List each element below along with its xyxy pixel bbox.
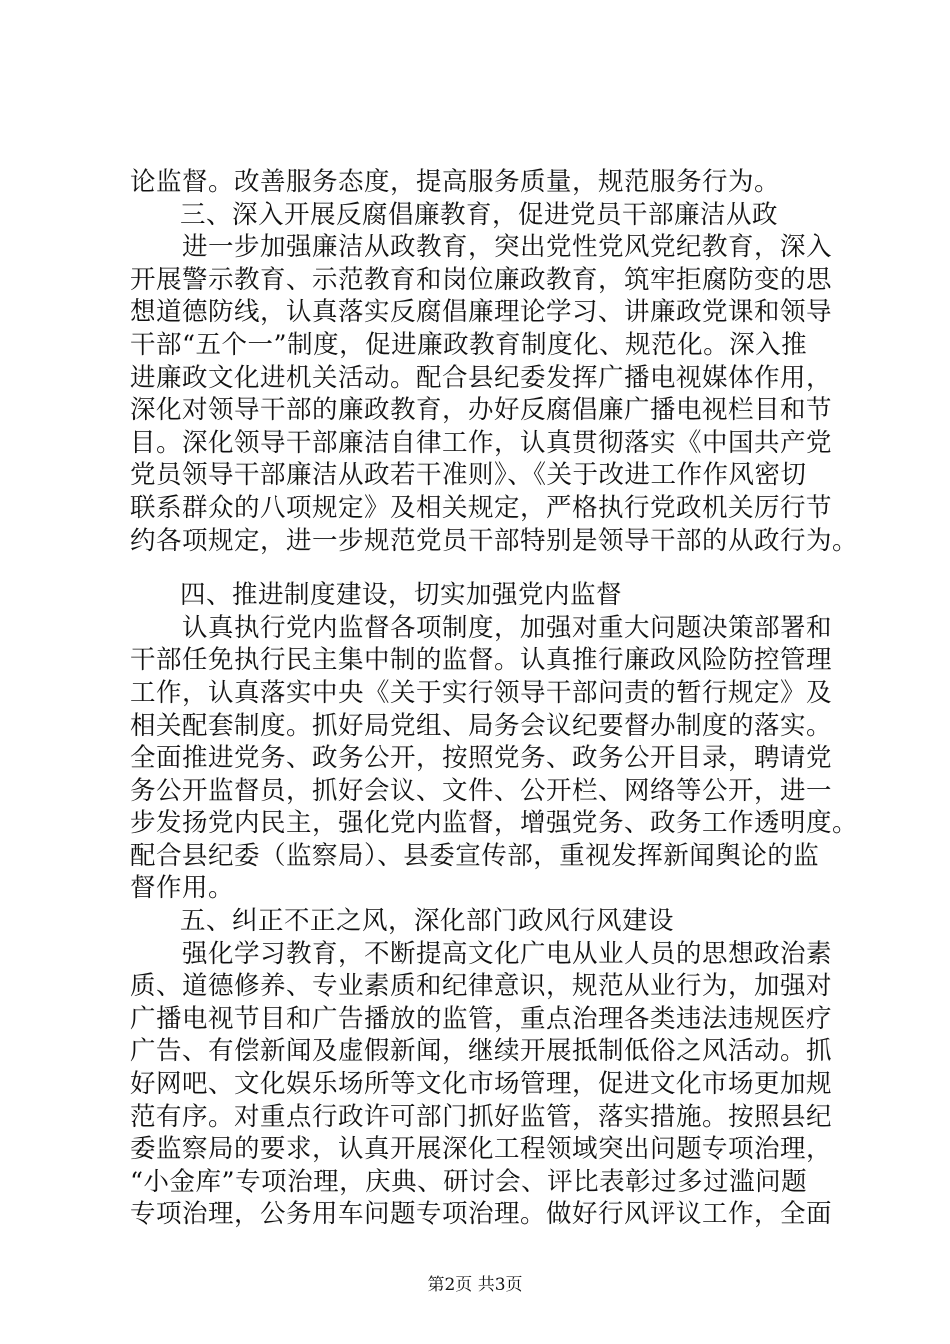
text-line: 认真执行党内监督各项制度，加强对重大问题决策部署和 (182, 612, 833, 643)
page-footer: 第2页 共3页 (427, 1275, 523, 1295)
section-heading: 五、纠正不正之风，深化部门政风行风建设 (180, 906, 675, 937)
text-line: 党员领导干部廉洁从政若干准则》、《关于改进工作作风密切 (130, 460, 807, 491)
text-line: 专项治理，公务用车问题专项治理。做好行风评议工作，全面 (130, 1199, 833, 1230)
paragraph-gap (130, 557, 850, 579)
text-line: 想道德防线，认真落实反腐倡廉理论学习、讲廉政党课和领导 (130, 297, 833, 328)
text-line: 深化对领导干部的廉政教育，办好反腐倡廉广播电视栏目和节 (130, 395, 833, 426)
text-line: 好网吧、文化娱乐场所等文化市场管理，促进文化市场更加规 (130, 1069, 833, 1100)
section-heading: 四、推进制度建设，切实加强党内监督 (180, 580, 623, 611)
text-line: 进廉政文化进机关活动。配合县纪委发挥广播电视媒体作用， (130, 362, 833, 393)
text-line: 广播电视节目和广告播放的监管，重点治理各类违法违规医疗 (130, 1003, 833, 1034)
text-line: 强化学习教育，不断提高文化广电从业人员的思想政治素 (182, 938, 833, 969)
text-line: 工作，认真落实中央《关于实行领导干部问责的暂行规定》及 (130, 677, 833, 708)
text-line: 进一步加强廉洁从政教育，突出党性党风党纪教育，深入 (182, 232, 833, 263)
text-line: 约各项规定，进一步规范党员干部特别是领导干部的从政行为。 (130, 525, 859, 556)
text-line: 质、道德修养、专业素质和纪律意识，规范从业行为，加强对 (130, 971, 833, 1002)
text-line: 开展警示教育、示范教育和岗位廉政教育，筑牢拒腐防变的思 (130, 264, 833, 295)
text-line: 目。深化领导干部廉洁自律工作，认真贯彻落实《中国共产党 (130, 427, 833, 458)
text-line: 论监督。改善服务态度，提高服务质量，规范服务行为。 (130, 167, 781, 197)
section-heading: 三、深入开展反腐倡廉教育，促进党员干部廉洁从政 (180, 199, 779, 230)
text-line: 务公开监督员，抓好会议、文件、公开栏、网络等公开，进一 (130, 775, 833, 806)
text-line: 联系群众的八项规定》及相关规定，严格执行党政机关厉行节 (130, 492, 833, 523)
document-body (130, 166, 859, 1231)
text-line: 干部“五个一”制度，促进廉政教育制度化、规范化。深入推 (130, 329, 808, 360)
text-line: 委监察局的要求，认真开展深化工程领域突出问题专项治理， (130, 1134, 833, 1165)
text-line: 督作用。 (130, 873, 235, 904)
text-line: 广告、有偿新闻及虚假新闻，继续开展抵制低俗之风活动。抓 (130, 1036, 833, 1067)
text-line: “小金库”专项治理，庆典、研讨会、评比表彰过多过滥问题 (130, 1166, 808, 1197)
text-line: 干部任免执行民主集中制的监督。认真推行廉政风险防控管理 (130, 645, 833, 676)
text-line: 全面推进党务、政务公开，按照党务、政务公开目录，聘请党 (130, 743, 833, 774)
text-line: 相关配套制度。抓好局党组、局务会议纪要督办制度的落实。 (130, 710, 833, 741)
text-line: 范有序。对重点行政许可部门抓好监管，落实措施。按照县纪 (130, 1101, 833, 1132)
text-line: 配合县纪委（监察局）、县委宣传部，重视发挥新闻舆论的监 (130, 840, 820, 871)
text-line: 步发扬党内民主，强化党内监督，增强党务、政务工作透明度。 (130, 808, 859, 839)
